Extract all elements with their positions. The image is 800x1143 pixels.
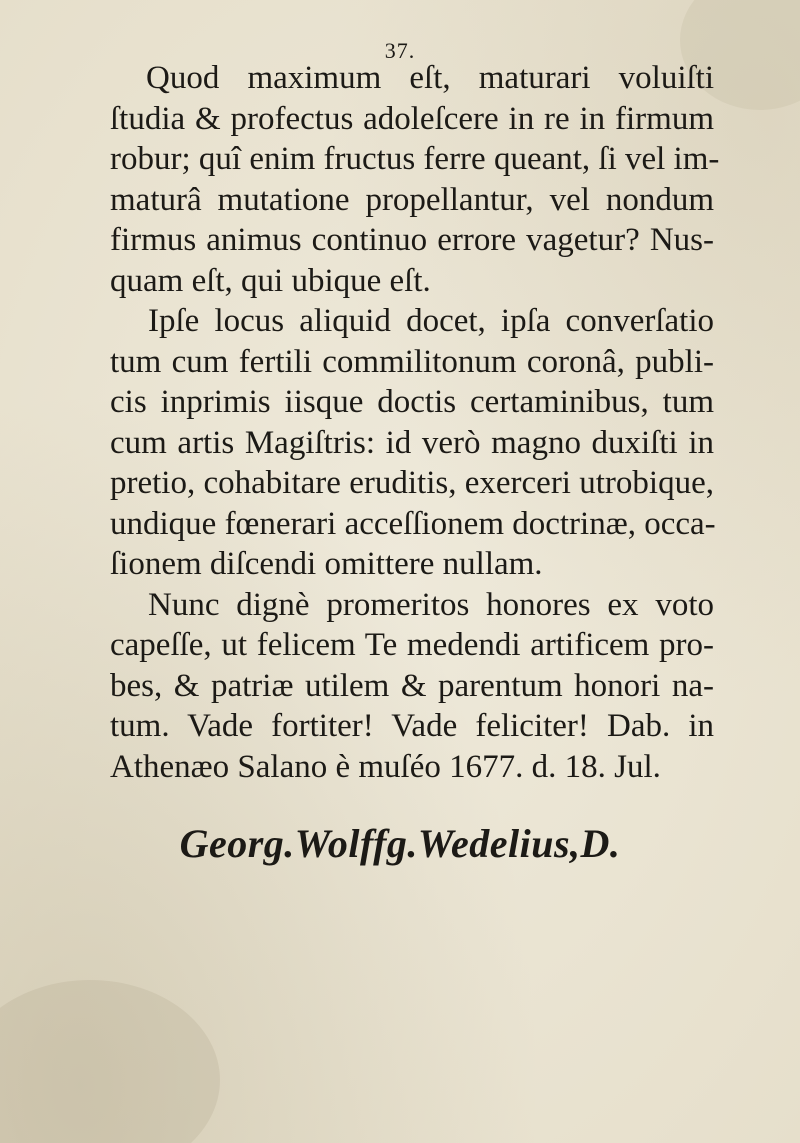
paper-stain <box>0 980 220 1143</box>
text-line: cis inprimis iisque doctis certaminibus, tum <box>110 384 714 420</box>
page-number: 37. <box>384 38 416 63</box>
text-line: Nunc dignè promeritos honores ex voto <box>148 586 714 623</box>
body-text <box>110 58 720 787</box>
text-line: bes, & patriæ utilem & parentum honori na- <box>110 667 714 704</box>
text-line: Quod maximum eſt, maturari voluiſti <box>146 60 714 96</box>
text-line: pretio, cohabitare eruditis, exerceri utrobique, <box>110 465 714 501</box>
text-line: tum cum fertili commilitonum coronâ, publi- <box>110 343 714 380</box>
text-line: ſionem diſcendi omittere nullam. <box>110 546 543 582</box>
text-line: cum artis Magiſtris: id verò magno duxiſti in <box>110 424 714 461</box>
text-line: maturâ mutatione propellantur, vel nondum <box>110 181 714 218</box>
signature: Georg.Wolffg.Wedelius,D. <box>179 821 621 866</box>
text-line: Ipſe locus aliquid docet, ipſa converſatio <box>148 303 714 339</box>
text-line: capeſſe, ut felicem Te medendi artificem pro- <box>110 627 714 663</box>
text-line: undique fœnerari acceſſionem doctrinæ, occa- <box>110 505 716 542</box>
text-line: robur; quî enim fructus ferre queant, ſi vel im- <box>110 141 720 177</box>
text-line: tum. Vade fortiter! Vade feliciter! Dab. in <box>110 708 714 744</box>
text-line: Athenæo Salano è muſéo 1677. d. 18. Jul. <box>110 748 661 785</box>
text-line: firmus animus continuo errore vagetur? Nus- <box>110 222 714 258</box>
text-line: ſtudia & profectus adoleſcere in re in firmum <box>110 100 714 137</box>
text-line: quam eſt, qui ubique eſt. <box>110 262 431 299</box>
